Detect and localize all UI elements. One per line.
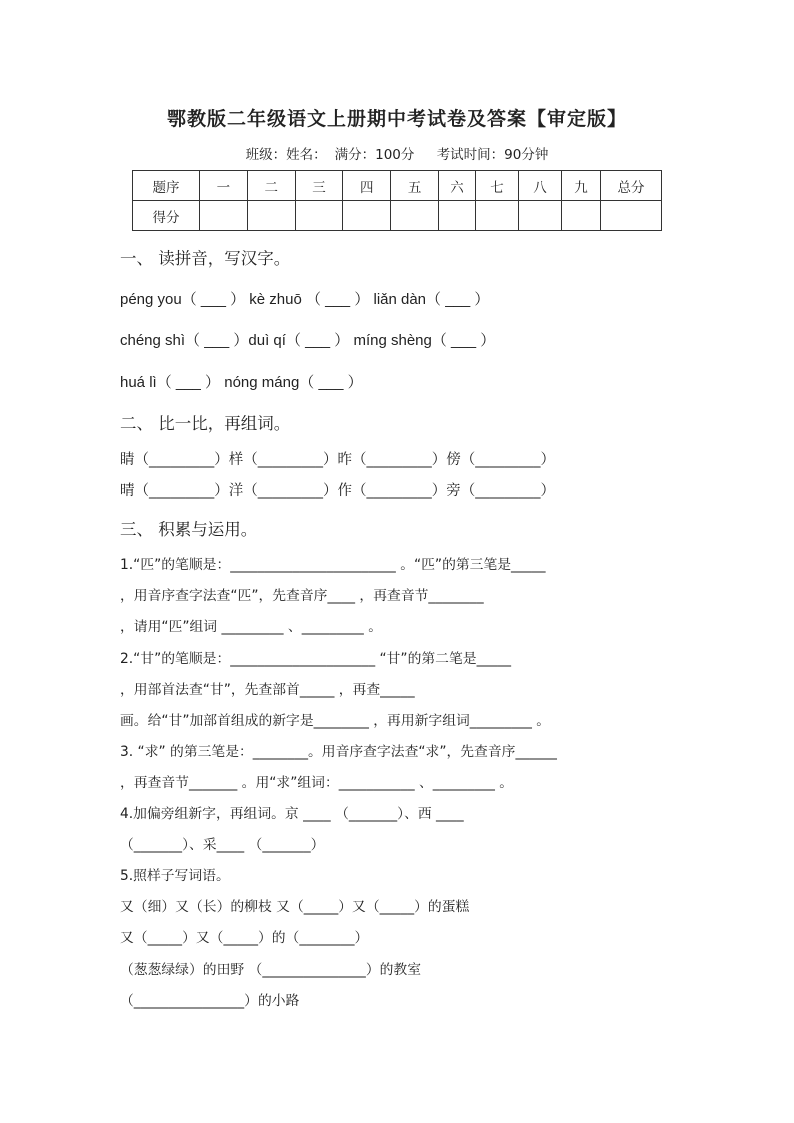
pinyin-line: huá lì（ ___ ） nóng máng（ ___ ） <box>120 374 363 391</box>
exam-title: 鄂教版二年级语文上册期中考试卷及答案【审定版】 <box>166 108 627 130</box>
score-header-cell: 二 <box>247 171 295 201</box>
exam-time-label: 考试时间：90分钟 <box>436 147 549 163</box>
score-header-cell: 题序 <box>133 171 200 201</box>
score-header-cell: 八 <box>519 171 562 201</box>
exam-info-line <box>0 143 794 163</box>
score-input-cell[interactable] <box>200 201 248 231</box>
question-line: 画。给“甘”加部首组成的新字是________ ，再用新字组词_________ 。 <box>120 713 551 729</box>
question-line: （_______）、采____ （_______） <box>120 837 325 853</box>
compare-line: 晴（_________）洋（_________）作（_________）旁（_________） <box>120 483 555 499</box>
score-input-cell[interactable] <box>439 201 476 231</box>
name-field-label: 姓名： <box>286 147 327 163</box>
score-input-cell[interactable] <box>295 201 343 231</box>
question-line: 3. “求” 的第三笔是：________。用音序查字法查“求”，先查音序______ <box>120 744 557 760</box>
score-input-cell[interactable] <box>562 201 601 231</box>
question-line: 4.加偏旁组新字，再组词。京 ____ （_______）、西 ____ <box>120 806 464 822</box>
score-header-cell: 六 <box>439 171 476 201</box>
score-header-cell: 七 <box>476 171 519 201</box>
question-line: 又（_____）又（_____）的（________） <box>120 930 369 946</box>
pinyin-line: péng you（ ___ ） kè zhuō （ ___ ） liǎn dàn（ ___ ） <box>120 291 490 308</box>
score-header-cell: 四 <box>343 171 391 201</box>
question-line: （葱葱绿绿）的田野 （_______________）的教室 <box>120 962 422 978</box>
section-2-heading: 二、 比一比，再组词。 <box>120 414 291 433</box>
question-line: 5.照样子写词语。 <box>120 868 230 884</box>
question-line: 又（细）又（长）的柳枝 又（_____）又（_____）的蛋糕 <box>120 899 470 915</box>
score-header-cell: 五 <box>391 171 439 201</box>
full-score-label: 满分：100分 <box>334 147 415 163</box>
pinyin-line: chéng shì（ ___ ）duì qí（ ___ ） míng shèng（ ___ ） <box>120 332 496 349</box>
score-header-cell: 九 <box>562 171 601 201</box>
score-input-cell[interactable] <box>476 201 519 231</box>
score-input-cell[interactable] <box>391 201 439 231</box>
score-header-cell: 三 <box>295 171 343 201</box>
score-row-label: 得分 <box>133 201 200 231</box>
question-line: ，用部首法查“甘”，先查部首_____ ，再查_____ <box>120 682 415 698</box>
question-line: ，再查音节_______ 。用“求”组词：___________ 、_________ 。 <box>120 775 514 791</box>
score-table-score-row <box>133 201 662 231</box>
question-line: ，请用“匹”组词 _________ 、_________ 。 <box>120 619 382 635</box>
compare-line: 睛（_________）样（_________）昨（_________）傍（_________） <box>120 452 555 468</box>
section-3-heading: 三、 积累与运用。 <box>120 520 258 539</box>
question-line: 1.“匹”的笔顺是：________________________ 。“匹”的第三笔是_____ <box>120 557 546 573</box>
score-input-cell[interactable] <box>247 201 295 231</box>
score-input-cell[interactable] <box>343 201 391 231</box>
score-table <box>132 170 662 231</box>
score-header-cell: 一 <box>200 171 248 201</box>
score-table-header-row <box>133 171 662 201</box>
question-line: （________________）的小路 <box>120 993 300 1009</box>
class-field-label: 班级： <box>245 147 287 163</box>
question-line: ，用音序查字法查“匹”，先查音序____ ，再查音节________ <box>120 588 484 604</box>
score-header-cell: 总分 <box>601 171 662 201</box>
score-input-cell[interactable] <box>519 201 562 231</box>
score-input-cell[interactable] <box>601 201 662 231</box>
question-line: 2.“甘”的笔顺是：_____________________ “甘”的第二笔是_____ <box>120 651 512 667</box>
section-1-heading: 一、 读拼音，写汉字。 <box>120 249 291 268</box>
